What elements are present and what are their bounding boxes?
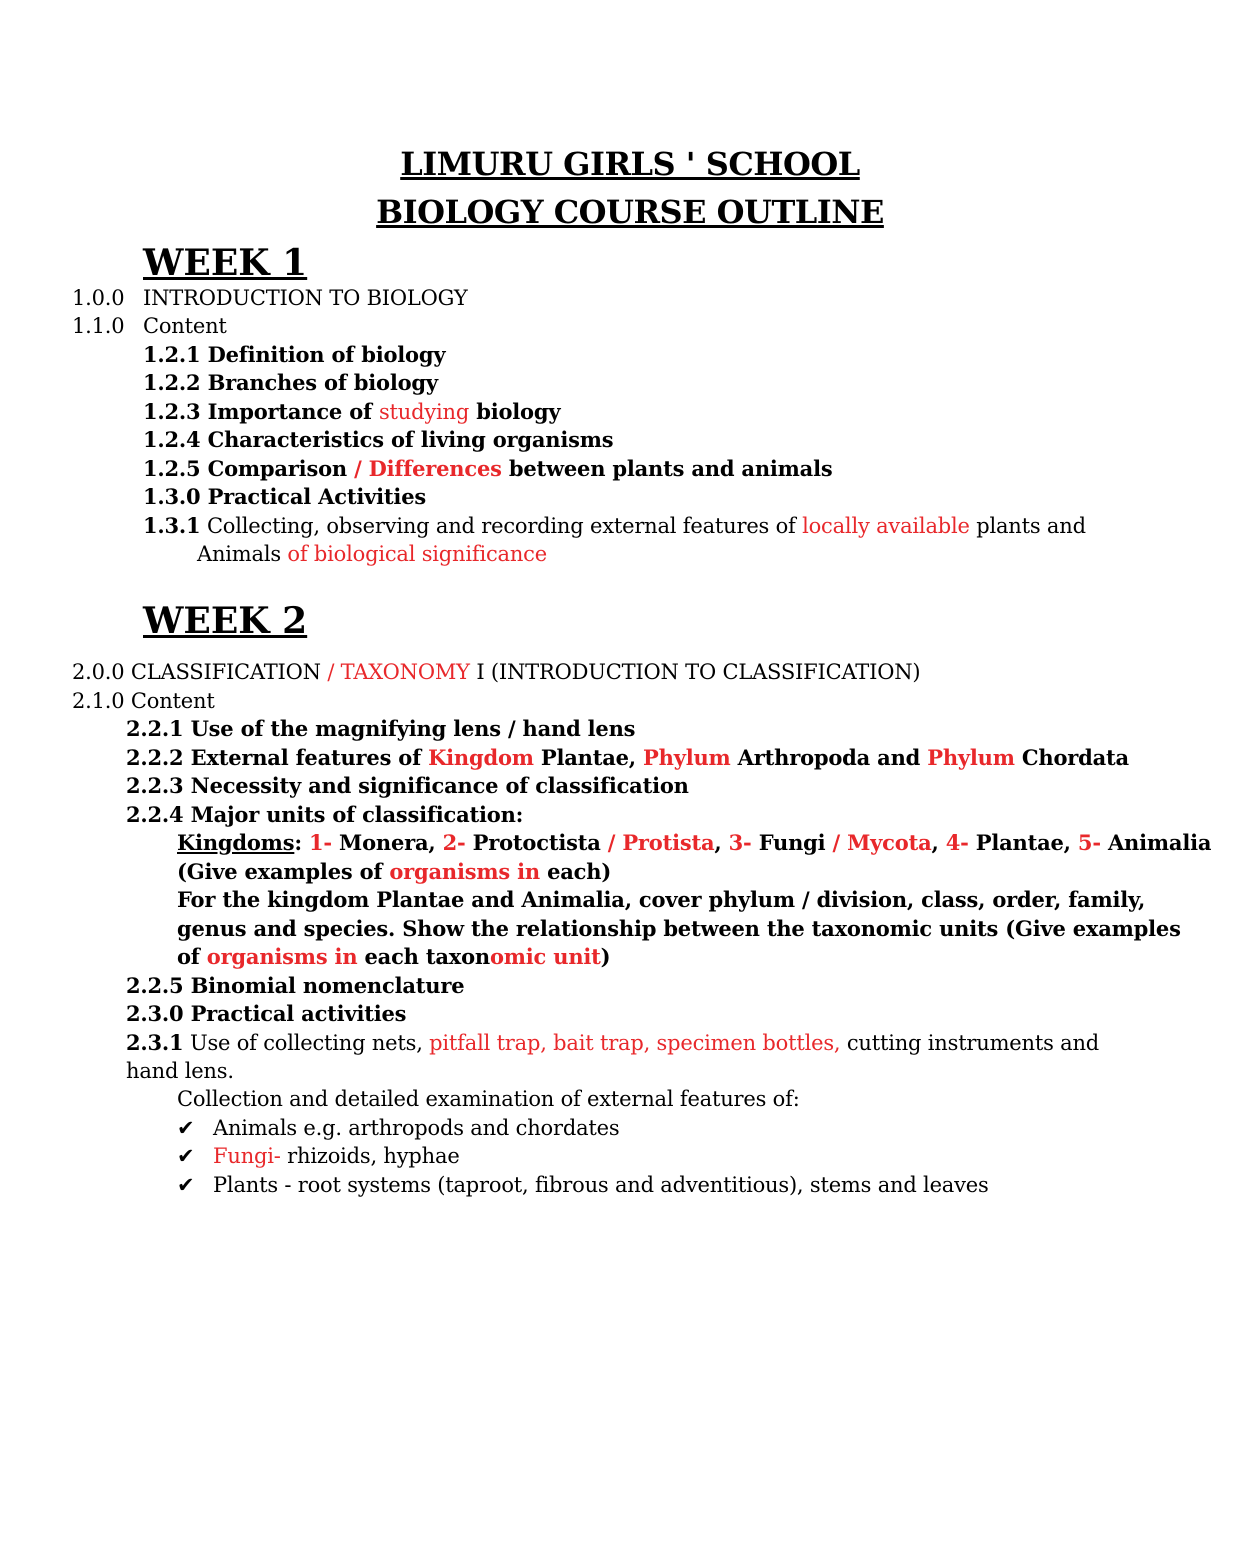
bullet-fungi: ✔ Fungi- rhizoids, hyphae [177,1144,460,1168]
check-icon: ✔ [177,1116,195,1140]
week-1-heading: WEEK 1 [143,242,308,284]
topic-characteristics: 1.2.4 Characteristics of living organisms [143,427,614,452]
topic-definition: 1.2.1 Definition of biology [143,342,446,367]
topic-importance: 1.2.3 Importance of studying biology [143,399,561,424]
kingdom-cover-line-1: For the kingdom Plantae and Animalia, cover phylum / division, class, order, family, [177,887,1146,912]
topic-branches: 1.2.2 Branches of biology [143,370,438,395]
classification-title: 2.0.0 CLASSIFICATION / TAXONOMY I (INTRODUCTION TO CLASSIFICATION) [72,660,921,684]
collection-line: Collection and detailed examination of external features of: [177,1087,800,1111]
check-icon: ✔ [177,1144,195,1168]
practical-activity-1: 1.3.1 Collecting, observing and recording external features of locally available plants and [143,513,1086,538]
topic-lens: 2.2.1 Use of the magnifying lens / hand lens [126,716,636,741]
topic-comparison: 1.2.5 Comparison / Differences between plants and animals [143,456,833,481]
kingdoms-list: Kingdoms: 1- Monera, 2- Protoctista / Protista, 3- Fungi / Mycota, 4- Plantae, 5- Animalia [177,830,1212,855]
kingdom-cover-line-3: of organisms in each taxonomic unit) [177,944,611,969]
practical-activity-2-cont: hand lens. [126,1059,234,1083]
course-title: BIOLOGY COURSE OUTLINE [376,193,884,231]
practical-activities-heading-2: 2.3.0 Practical activities [126,1001,407,1026]
content-number: 1.1.0 [72,314,125,338]
content-label: Content [143,314,227,338]
bullet-plants: ✔ Plants - root systems (taproot, fibrous and adventitious), stems and leaves [177,1173,989,1197]
topic-major-units: 2.2.4 Major units of classification: [126,802,524,827]
topic-necessity: 2.2.3 Necessity and significance of classification [126,773,689,798]
kingdom-cover-line-2: genus and species. Show the relationship between the taxonomic units (Give examples [177,916,1181,941]
practical-activity-1-cont: Animals of biological significance [197,542,547,566]
give-examples-line: (Give examples of organisms in each) [177,859,612,884]
check-icon: ✔ [177,1173,195,1197]
bullet-animals: ✔ Animals e.g. arthropods and chordates [177,1116,620,1140]
practical-activity-2: 2.3.1 Use of collecting nets, pitfall trap, bait trap, specimen bottles, cutting instruments and [126,1030,1100,1055]
content-row-2: 2.1.0 Content [72,689,215,713]
school-title: LIMURU GIRLS ' SCHOOL [400,145,860,183]
week-2-heading: WEEK 2 [143,600,308,642]
intro-title: INTRODUCTION TO BIOLOGY [143,286,468,310]
practical-activities-heading: 1.3.0 Practical Activities [143,484,426,509]
topic-external-features: 2.2.2 External features of Kingdom Plantae, Phylum Arthropoda and Phylum Chordata [126,745,1129,770]
intro-number: 1.0.0 [72,286,125,310]
topic-binomial: 2.2.5 Binomial nomenclature [126,973,465,998]
